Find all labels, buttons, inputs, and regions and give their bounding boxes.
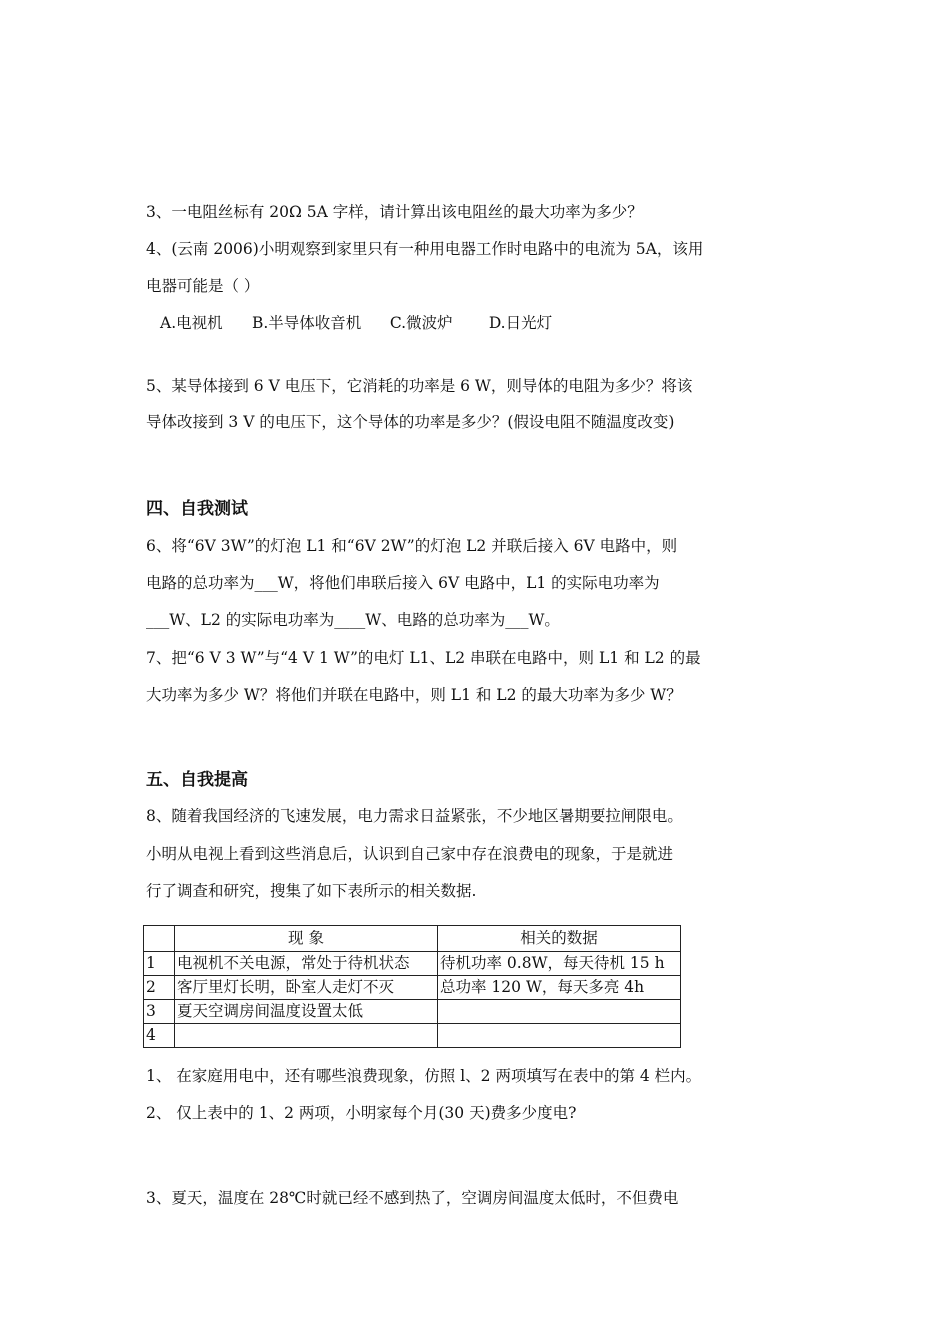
- table-row: [144, 976, 681, 1000]
- option-a: A.电视机: [160, 314, 223, 332]
- question-8-line-3: 行了调查和研究，搜集了如下表所示的相关数据.: [146, 882, 477, 900]
- option-d: D.日光灯: [488, 314, 553, 332]
- table-cell: 4: [144, 1024, 175, 1048]
- header-cell-phenomenon: 现 象: [175, 926, 438, 952]
- section-heading-self-improvement: 五、自我提高: [146, 770, 248, 790]
- table-cell: 2: [144, 976, 175, 1000]
- question-8-line-2: 小明从电视上看到这些消息后，认识到自己家中存在浪费电的现象，于是就进: [146, 845, 674, 863]
- sub-question-3: 3、夏天，温度在 28℃时就已经不感到热了，空调房间温度太低时，不但费电: [146, 1189, 679, 1207]
- question-7-line-2: 大功率为多少 W？将他们并联在电路中，则 L1 和 L2 的最大功率为多少 W？: [146, 686, 682, 704]
- table-cell: 3: [144, 1000, 175, 1024]
- header-cell-index: [144, 926, 175, 952]
- table-cell: 电视机不关电源，常处于待机状态: [175, 952, 438, 976]
- table-cell: 客厅里灯长明，卧室人走灯不灭: [175, 976, 438, 1000]
- question-5-line-2: 导体改接到 3 V 的电压下，这个导体的功率是多少？(假设电阻不随温度改变): [146, 413, 675, 431]
- question-4-line-2: 电器可能是（ ）: [146, 277, 260, 295]
- question-6-line-1: 6、将“6V 3W”的灯泡 L1 和“6V 2W”的灯泡 L2 并联后接入 6V 电路中，则: [146, 537, 678, 555]
- question-7-line-1: 7、把“6 V 3 W”与“4 V 1 W”的电灯 L1、L2 串联在电路中，则 L1 和 L2 的最: [146, 649, 701, 667]
- table-header-row: [144, 926, 681, 952]
- option-b: B.半导体收音机: [251, 314, 362, 332]
- question-3: 3、一电阻丝标有 20Ω 5A 字样，请计算出该电阻丝的最大功率为多少？: [146, 203, 643, 221]
- question-4-options: [160, 313, 552, 333]
- table-cell: [438, 1000, 681, 1024]
- table-cell: [438, 1024, 681, 1048]
- section-heading-self-test: 四、自我测试: [146, 499, 248, 519]
- question-6-line-2: 电路的总功率为___W，将他们串联后接入 6V 电路中，L1 的实际电功率为: [146, 574, 660, 592]
- sub-question-2: 2、 仅上表中的 1、2 两项，小明家每个月(30 天)费多少度电?: [146, 1104, 577, 1122]
- energy-waste-table: [143, 925, 681, 1048]
- sub-question-1: 1、 在家庭用电中，还有哪些浪费现象，仿照 l、2 两项填写在表中的第 4 栏内。: [146, 1067, 702, 1085]
- table-cell: 1: [144, 952, 175, 976]
- question-6-line-3: ___W、L2 的实际电功率为____W、电路的总功率为___W。: [146, 611, 560, 629]
- table-cell: 夏天空调房间温度设置太低: [175, 1000, 438, 1024]
- table-row: [144, 1024, 681, 1048]
- table-cell: 总功率 120 W，每天多亮 4h: [438, 976, 681, 1000]
- table-cell: 待机功率 0.8W，每天待机 15 h: [438, 952, 681, 976]
- option-c: C.微波炉: [389, 314, 453, 332]
- table-cell: [175, 1024, 438, 1048]
- question-5-line-1: 5、某导体接到 6 V 电压下，它消耗的功率是 6 W，则导体的电阻为多少？将该: [146, 377, 693, 395]
- header-cell-data: 相关的数据: [438, 926, 681, 952]
- question-4-line-1: 4、(云南 2006)小明观察到家里只有一种用电器工作时电路中的电流为 5A，该用: [146, 240, 704, 258]
- table-row: [144, 952, 681, 976]
- table-row: [144, 1000, 681, 1024]
- question-8-line-1: 8、随着我国经济的飞速发展，电力需求日益紧张，不少地区暑期要拉闸限电。: [146, 807, 683, 825]
